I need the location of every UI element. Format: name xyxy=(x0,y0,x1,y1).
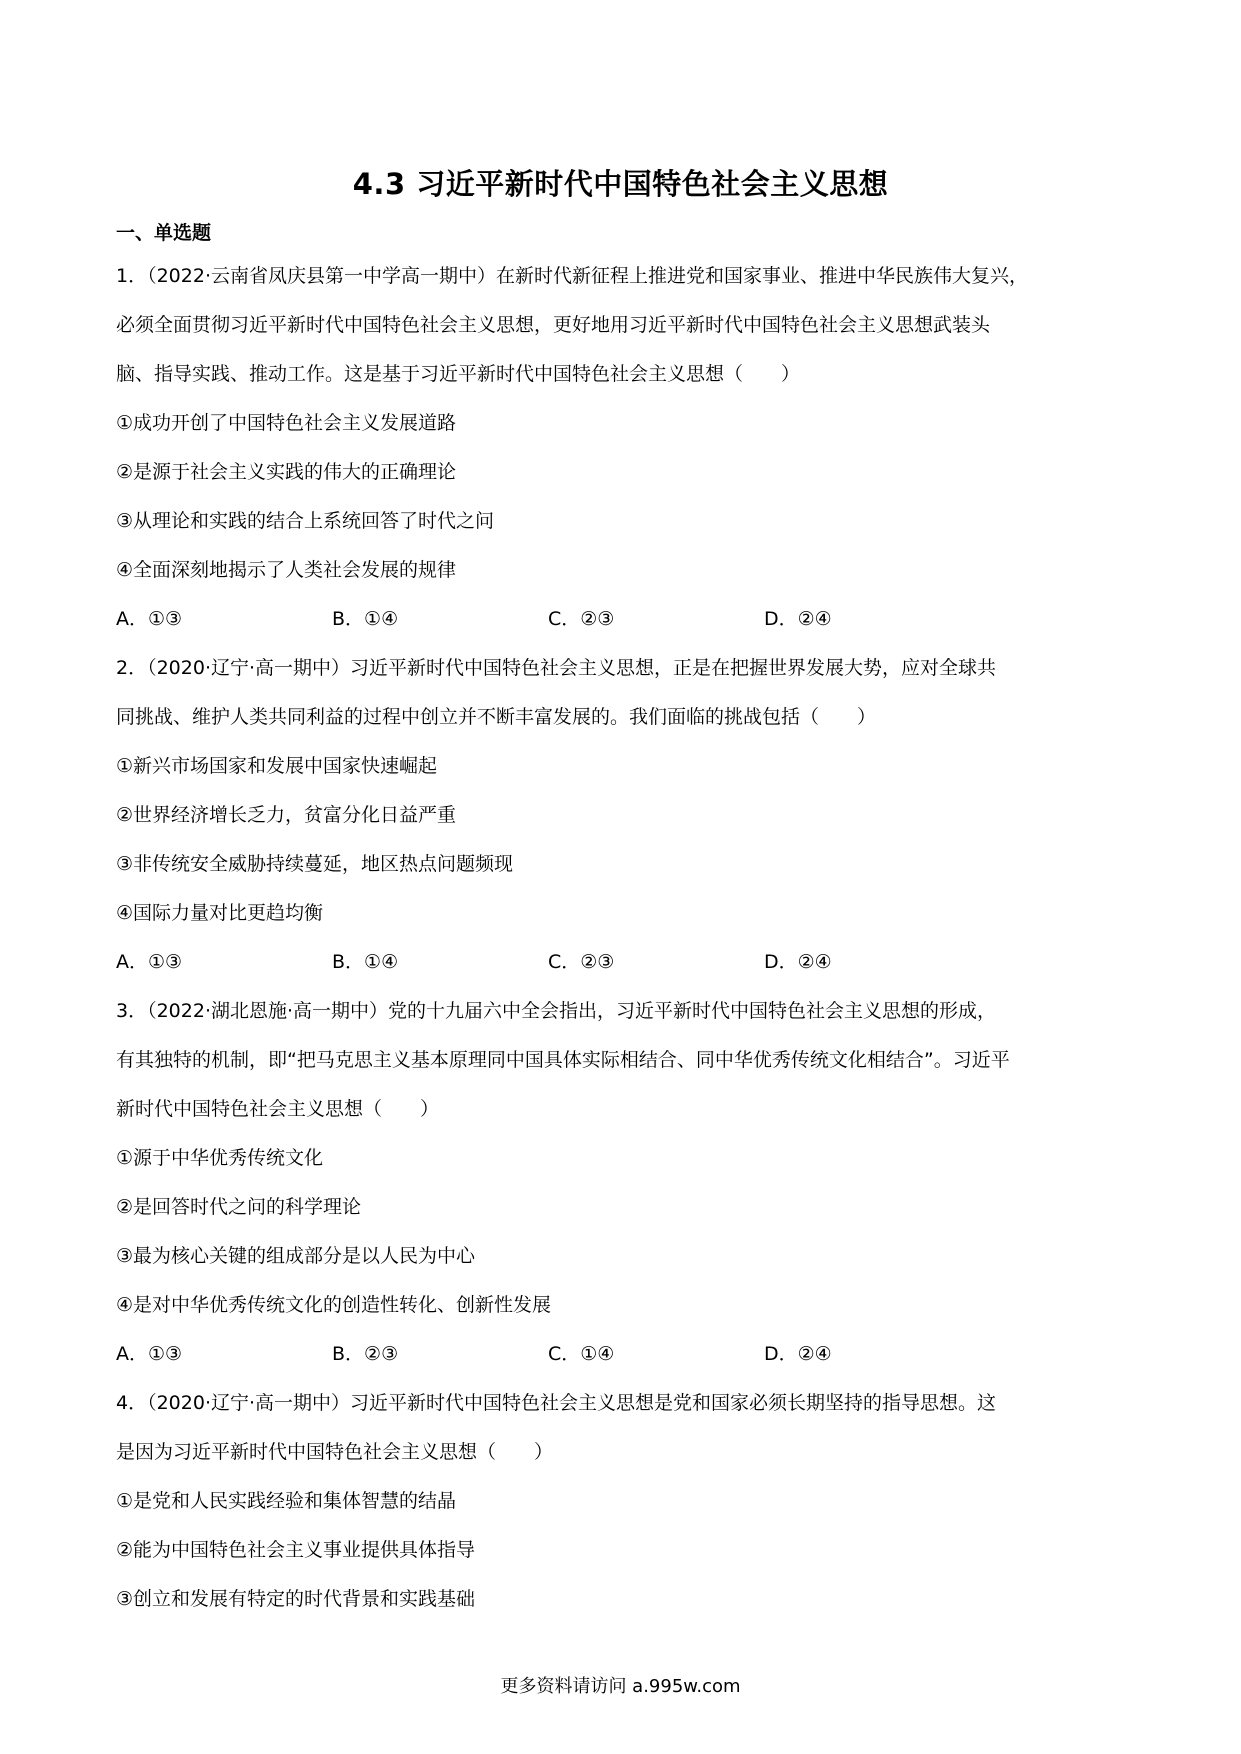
statement-option: ③最为核心关键的组成部分是以人民为中心 xyxy=(116,1245,476,1267)
answer-choice-d: D．②④ xyxy=(764,608,832,630)
question-stem-line: 是因为习近平新时代中国特色社会主义思想（ ） xyxy=(116,1441,554,1463)
answer-choice-a: A．①③ xyxy=(116,608,183,630)
answer-choice-b: B．①④ xyxy=(332,951,399,973)
answer-choices xyxy=(116,938,1126,987)
answer-choice-b: B．②③ xyxy=(332,1343,399,1365)
question-stem-line: 2．（2020·辽宁·高一期中）习近平新时代中国特色社会主义思想，正是在把握世界发展大势，应对全球共 xyxy=(116,657,997,679)
question-stem-line: 1．（2022·云南省凤庆县第一中学高一期中）在新时代新征程上推进党和国家事业、推进中华民族伟大复兴， xyxy=(116,265,1028,287)
question-1 xyxy=(116,252,1126,644)
answer-choice-d: D．②④ xyxy=(764,951,832,973)
statement-option: ④国际力量对比更趋均衡 xyxy=(116,902,324,924)
document-title: 4.3 习近平新时代中国特色社会主义思想 xyxy=(352,167,889,201)
statement-option: ②是回答时代之问的科学理论 xyxy=(116,1196,362,1218)
question-stem-line: 新时代中国特色社会主义思想（ ） xyxy=(116,1098,440,1120)
statement-option: ③创立和发展有特定的时代背景和实践基础 xyxy=(116,1588,476,1610)
answer-choice-c: C．②③ xyxy=(548,951,615,973)
answer-choice-d: D．②④ xyxy=(764,1343,832,1365)
statement-option: ①成功开创了中国特色社会主义发展道路 xyxy=(116,412,457,434)
answer-choice-b: B．①④ xyxy=(332,608,399,630)
question-stem-line: 脑、指导实践、推动工作。这是基于习近平新时代中国特色社会主义思想（ ） xyxy=(116,363,801,385)
statement-option: ③非传统安全威胁持续蔓延，地区热点问题频现 xyxy=(116,853,514,875)
statement-option: ③从理论和实践的结合上系统回答了时代之问 xyxy=(116,510,495,532)
answer-choice-c: C．①④ xyxy=(548,1343,615,1365)
question-stem-line: 必须全面贯彻习近平新时代中国特色社会主义思想，更好地用习近平新时代中国特色社会主义思想武装头 xyxy=(116,314,991,336)
question-stem-line: 3．（2022·湖北恩施·高一期中）党的十九届六中全会指出，习近平新时代中国特色社会主义思想的形成， xyxy=(116,1000,997,1022)
question-3 xyxy=(116,987,1126,1379)
statement-option: ④是对中华优秀传统文化的创造性转化、创新性发展 xyxy=(116,1294,552,1316)
statement-option: ②世界经济增长乏力，贫富分化日益严重 xyxy=(116,804,457,826)
footer-note: 更多资料请访问 a.995w.com xyxy=(500,1676,741,1697)
question-list xyxy=(116,252,1126,1624)
answer-choices xyxy=(116,1330,1126,1379)
section-heading: 一、单选题 xyxy=(116,222,212,244)
question-stem-line: 同挑战、维护人类共同利益的过程中创立并不断丰富发展的。我们面临的挑战包括（ ） xyxy=(116,706,877,728)
question-4 xyxy=(116,1379,1126,1624)
statement-option: ①是党和人民实践经验和集体智慧的结晶 xyxy=(116,1490,457,1512)
statement-option: ①新兴市场国家和发展中国家快速崛起 xyxy=(116,755,438,777)
statement-option: ①源于中华优秀传统文化 xyxy=(116,1147,324,1169)
question-stem-line: 4．（2020·辽宁·高一期中）习近平新时代中国特色社会主义思想是党和国家必须长期坚持的指导思想。这 xyxy=(116,1392,997,1414)
statement-option: ④全面深刻地揭示了人类社会发展的规律 xyxy=(116,559,457,581)
answer-choice-c: C．②③ xyxy=(548,608,615,630)
question-stem-line: 有其独特的机制，即“把马克思主义基本原理同中国具体实际相结合、同中华优秀传统文化相结合”。习近平 xyxy=(116,1049,1010,1071)
answer-choice-a: A．①③ xyxy=(116,951,183,973)
statement-option: ②是源于社会主义实践的伟大的正确理论 xyxy=(116,461,457,483)
answer-choices xyxy=(116,595,1126,644)
statement-option: ②能为中国特色社会主义事业提供具体指导 xyxy=(116,1539,476,1561)
answer-choice-a: A．①③ xyxy=(116,1343,183,1365)
question-2 xyxy=(116,644,1126,987)
